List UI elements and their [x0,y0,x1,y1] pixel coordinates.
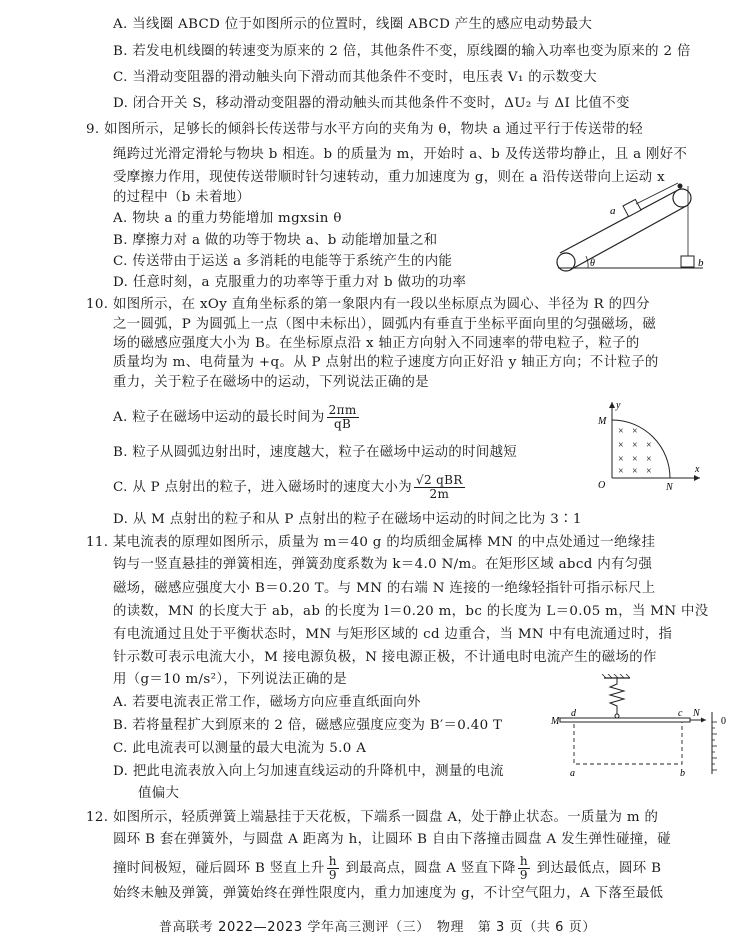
page-footer: 普高联考 2022—2023 学年高三测评（三） 物理 第 3 页（共 6 页） [158,920,596,935]
q10-option-a: A. 粒子在磁场中运动的最长时间为 $\frac{2\pi m}{qB}$ [113,403,357,431]
conveyor-figure [548,178,708,278]
axis-y-label: y [616,400,621,411]
q8-option-d: D. 闭合开关 S，移动滑动变阻器的滑动触头而其他条件不变时，ΔU₂ 与 ΔI 比值不变 [113,96,630,111]
q12-line-2: 圆环 B 套在弹簧外，与圆盘 A 距离为 h，让圆环 B 自由下落撞击圆盘 A 发生弹性碰撞，碰 [113,832,672,847]
rod-end-n-label: N [693,708,700,719]
fig-label-theta: θ [590,258,595,269]
scale-zero-label: 0 [721,716,726,727]
q11-line-2: 钩与一竖直悬挂的弹簧相连，弹簧劲度系数为 k＝4.0 N/m。在矩形区域 abcd 内有匀强 [113,557,653,572]
q11-line-7: 用（g＝10 m/s²），下列说法正确的是 [113,672,348,687]
field-cross: × [618,466,624,477]
q11-option-d: D. 把此电流表放入向上匀加速直线运动的升降机中，测量的电流 [113,764,504,779]
corner-d-label: d [571,708,576,719]
h-over-9-fraction: $\frac{h}{9}$ [328,854,337,882]
quarter-circle-figure [590,398,705,493]
h-over-9-fraction: $\frac{h}{9}$ [519,854,528,882]
field-cross: × [632,466,638,477]
field-cross: × [646,440,652,451]
q11-option-c: C. 此电流表可以测量的最大电流为 5.0 A [113,741,367,756]
q10-option-d: D. 从 M 点射出的粒子和从 P 点射出的粒子在磁场中运动的时间之比为 3∶1 [113,512,582,527]
q10-line-2: 之一圆弧，P 为圆弧上一点（图中未标出），圆弧内有垂直于坐标平面向里的匀强磁场，磁 [113,317,657,332]
q11-line-4: 的读数，MN 的长度大于 ab，ab 的长度为 l＝0.20 m，bc 的长度为 L＝0.05 m，当 MN 中没 [113,604,709,619]
point-m-label: M [598,416,607,427]
q12-line-3: 撞时间极短，碰后圆环 B 竖直上升 $\frac{h}{9}$ 到最高点，圆盘 A 竖直下降 $\frac{h}{9}$ 到达最低点，圆环 B [113,854,662,882]
field-cross: × [632,454,638,465]
field-cross: × [646,454,652,465]
corner-b-label: b [680,768,685,779]
q11-option-d-cont: 值偏大 [138,786,180,801]
q9-option-d: D. 任意时刻，a 克服重力的功率等于重力对 b 做功的功率 [113,275,467,290]
q11-line-6: 针示数可表示电流大小，M 接电源负极，N 接电源正极，不计通电时电流产生的磁场的作 [113,650,657,665]
field-cross: × [632,440,638,451]
q10-option-a-fraction: $\frac{2\pi m}{qB}$ [328,403,357,431]
q11-option-a: A. 若要电流表正常工作，磁场方向应垂直纸面向外 [113,695,421,710]
q8-option-b: B. 若发电机线圈的转速变为原来的 2 倍，其他条件不变，原线圈的输入功率也变为原来的 2 倍 [113,44,691,59]
field-cross: × [646,466,652,477]
q9-line-3: 受摩擦力作用，现使传送带顺时针匀速转动，重力加速度为 g，则在 a 沿传送带向上运动 x [113,170,665,185]
q10-option-b: B. 粒子从圆弧边射出时，速度越大，粒子在磁场中运动的时间越短 [113,445,518,460]
q11-line-1: 11. 某电流表的原理如图所示，质量为 m＝40 g 的均质细金属棒 MN 的中点处通过一绝缘挂 [86,535,656,550]
field-cross: × [618,426,624,437]
q12-line-1: 12. 如图所示，轻质弹簧上端悬挂于天花板，下端系一圆盘 A，处于静止状态。一质量为 m 的 [86,810,659,825]
q9-option-c: C. 传送带由于运送 a 多消耗的电能等于系统产生的内能 [113,254,453,269]
q11-line-3: 磁场，磁感应强度大小 B＝0.20 T。与 MN 的右端 N 连接的一绝缘轻指针可指示标尺上 [113,581,656,596]
fig-label-b: b [698,257,704,269]
rod-end-m-label: M [551,716,560,727]
q9-line-1: 9. 如图所示，足够长的倾斜长传送带与水平方向的夹角为 θ，物块 a 通过平行于传送带的轻 [86,122,644,137]
q10-line-4: 质量均为 m、电荷量为 +q。从 P 点射出的粒子速度方向正好沿 y 轴正方向；不计粒子的 [113,355,659,370]
q10-line-5: 重力，关于粒子在磁场中的运动，下列说法正确的是 [113,375,430,390]
q10-line-3: 场的磁感应强度大小为 B。在坐标原点沿 x 轴正方向射入不同速率的带电粒子，粒子的 [113,336,640,351]
corner-a-label: a [570,768,575,779]
axis-x-label: x [695,464,700,475]
q9-line-4: 的过程中（b 未着地） [113,190,251,205]
q11-option-b: B. 若将量程扩大到原来的 2 倍，磁感应强度应变为 B′＝0.40 T [113,718,503,733]
ammeter-figure [546,674,741,782]
point-n-label: N [666,482,673,493]
q8-option-a: A. 当线圈 ABCD 位于如图所示的位置时，线圈 ABCD 产生的感应电动势最大 [113,17,593,32]
q9-line-2: 绳跨过光滑定滑轮与物块 b 相连。b 的质量为 m，开始时 a、b 及传送带均静止，且 a 刚好不 [113,147,688,162]
field-cross: × [618,454,624,465]
field-cross: × [618,440,624,451]
q11-line-5: 有电流通过且处于平衡状态时，MN 与矩形区域的 cd 边重合，当 MN 中有电流通过时，指 [113,627,673,642]
q8-option-c: C. 当滑动变阻器的滑动触头向下滑动而其他条件不变时，电压表 V₁ 的示数变大 [113,70,597,85]
q12-line-4: 始终未触及弹簧，弹簧始终在弹性限度内，重力加速度为 g，不计空气阻力，A 下落至最低 [113,886,664,901]
field-cross: × [632,426,638,437]
origin-label: O [598,480,606,491]
q10-option-c-fraction: $\frac{\text{√2 qBR}}{2m}$ [415,473,463,501]
q9-option-a: A. 物块 a 的重力势能增加 mgxsin θ [113,211,342,226]
fig-label-a: a [610,205,616,217]
q10-line-1: 10. 如图所示，在 xOy 直角坐标系的第一象限内有一段以坐标原点为圆心、半径为 R 的四分 [86,297,650,312]
corner-c-label: c [678,708,683,719]
q9-option-b: B. 摩擦力对 a 做的功等于物块 a、b 动能增加量之和 [113,233,438,248]
q10-option-c: C. 从 P 点射出的粒子，进入磁场时的速度大小为 $\frac{\text{√2 qBR}}{2m}$ [113,473,463,501]
